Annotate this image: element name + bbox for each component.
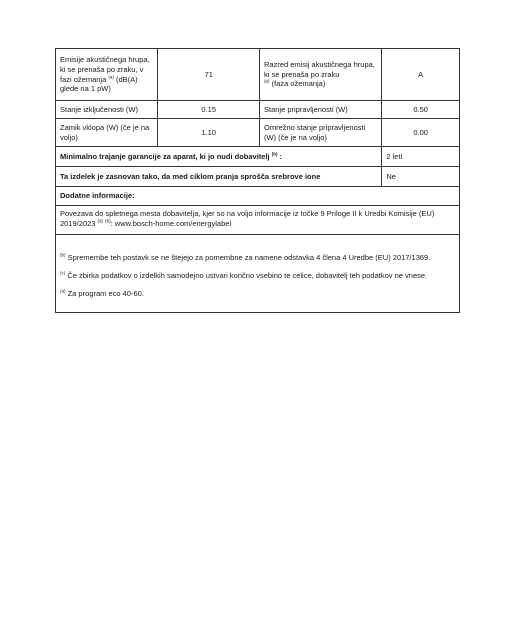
noise-class-label: Razred emisij akustičnega hrupa, ki se prenaša po zraku $^{(a)}$ (faza ožemanja) xyxy=(260,49,382,100)
networked-standby-value: 0.00 xyxy=(413,127,428,137)
supplier-link-cell: Povezava do spletnega mesta dobavitelja, kjer so na voljo informacije iz točke 9 Priloge II k Uredbi Komisije (EU) 2019/2023 $^{(d)}$ $^{(b)}$: www.bosch-home.com/energylabel xyxy=(60,209,435,228)
table-row xyxy=(56,101,459,119)
off-mode-label: Stanje izključenosti (W) xyxy=(56,101,158,118)
footnote: $^{(b)}$ Spremembe teh postavk se ne štejejo za pomembne za namene odstavka 4 člena 4 Uredbe (EU) 2017/1369. xyxy=(60,252,431,262)
supplier-website-link[interactable]: : www.bosch-home.com/energylabel xyxy=(110,218,232,228)
table-row xyxy=(56,49,459,101)
warranty-value: 2 leti xyxy=(386,151,403,161)
silver-ions-value: Ne xyxy=(386,171,396,181)
airborne-noise-value: 71 xyxy=(158,49,260,100)
delay-start-label: Zamik vklopa (W) (če je na voljo) xyxy=(56,119,158,146)
airborne-noise-label: Emisije akustičnega hrupa, ki se prenaša po zraku, v fazi ožemanja $^{(a)}$ (dB(A) glede na 1 pW) xyxy=(56,49,158,100)
footnote: $^{(a)}$ Za program eco 40-60. xyxy=(60,288,144,298)
additional-info-heading: Dodatne informacije: xyxy=(60,191,135,201)
standby-value: 0.50 xyxy=(413,104,428,114)
warranty-label: Minimalno trajanje garancije za aparat, ki jo nudi dobavitelj $^{(b)}$ : xyxy=(56,147,382,166)
footnote: $^{(c)}$ Če zbirka podatkov o izdelkih samodejno ustvari končno vsebino te celice, dobavitelj teh podatkov ne vnese. xyxy=(60,270,428,280)
table-row xyxy=(56,206,459,235)
silver-ions-label: Ta izdelek je zasnovan tako, da med ciklom pranja sprošča srebrove ione xyxy=(56,167,382,186)
energy-info-table xyxy=(55,48,460,313)
noise-class-value: A xyxy=(418,69,424,79)
table-row xyxy=(56,187,459,206)
table-row xyxy=(56,167,459,187)
footnotes xyxy=(56,235,459,312)
footnotes-row xyxy=(56,235,459,312)
table-row xyxy=(56,119,459,147)
off-mode-value: 0.15 xyxy=(158,101,260,118)
standby-label: Stanje pripravljenosti (W) xyxy=(260,101,382,118)
table-row xyxy=(56,147,459,167)
delay-start-value: 1.10 xyxy=(158,119,260,146)
networked-standby-label: Omrežno stanje pripravljenosti (W) (če je na voljo) xyxy=(260,119,382,146)
